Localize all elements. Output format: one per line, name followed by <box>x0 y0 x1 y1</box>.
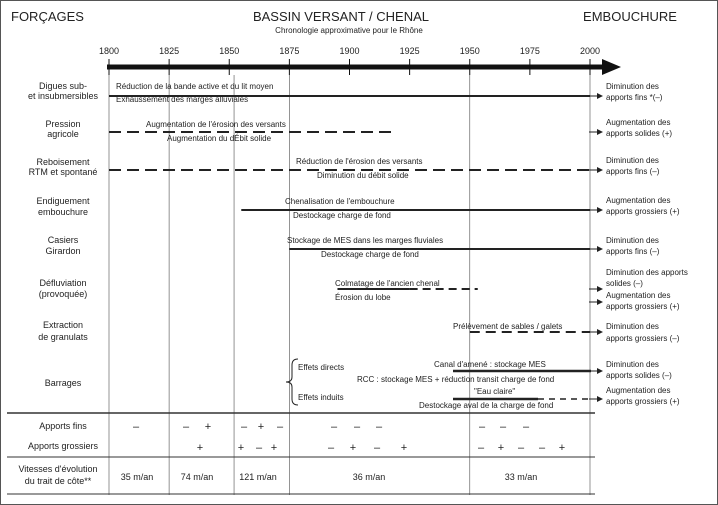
effect-casiers-2: apports fins (–) <box>606 247 660 256</box>
row-label-digues-2: et insubmersibles <box>27 91 99 101</box>
apports-grossiers-sign-5: + <box>349 442 357 454</box>
row-label-casiers-1: Casiers <box>47 235 79 245</box>
effect-digues-2: apports fins *(–) <box>606 93 663 102</box>
apports-fins-sign-5: – <box>276 421 284 433</box>
effect-endiguement-2: apports grossiers (+) <box>606 207 680 216</box>
apports-fins-sign-9: – <box>478 421 486 433</box>
effect-arrow-head-1 <box>597 129 603 135</box>
bar-label-barrages-2: RCC : stockage MES + réduction transit charge de fond <box>357 375 555 384</box>
bar-label-barrages-4: Destockage aval de la charge de fond <box>419 401 554 410</box>
vitesse-value-3: 36 m/an <box>352 472 386 482</box>
effect-reboisement-1: Diminution des <box>606 156 659 165</box>
effect-arrow-head-6 <box>597 329 603 335</box>
vitesses-values <box>121 472 538 482</box>
barrages-effets-induits: Effets induits <box>298 393 344 402</box>
bar-label-reboisement-2: Diminution du débit solide <box>317 171 409 180</box>
effect-extraction-1: Diminution des <box>606 322 659 331</box>
effect-arrows <box>589 93 603 402</box>
header-embouchure: EMBOUCHURE <box>583 9 677 24</box>
apports-fins-sign-4: + <box>257 421 265 433</box>
row-label-extraction-1: Extraction <box>42 320 84 330</box>
effect-arrow-head-extra <box>597 299 603 305</box>
header-bassin-versant: BASSIN VERSANT / CHENAL <box>252 9 430 24</box>
vitesses-label-1: Vitesses d'évolution <box>18 464 98 474</box>
apports-grossiers-label: Apports grossiers <box>27 441 99 451</box>
row-label-pression-2: agricole <box>47 129 79 139</box>
apports-fins-sign-6: – <box>330 421 338 433</box>
year-label-1850: 1850 <box>219 46 240 56</box>
bar-label-pression-2: Augmentation du dÉbit solide <box>167 134 272 143</box>
effect-arrow-head-8 <box>597 396 603 402</box>
apports-grossiers-sign-1: + <box>237 442 245 454</box>
row-label-defluviation-1: Défluviation <box>39 278 87 288</box>
year-label-1800: 1800 <box>98 46 120 56</box>
bar-label-digues-1: Réduction de la bande active et du lit moyen <box>116 82 274 91</box>
row-label-barrages: Barrages <box>44 378 82 388</box>
apports-fins-sign-8: – <box>375 421 383 433</box>
apports-grossiers-sign-11: – <box>538 442 546 454</box>
row-labels <box>28 81 99 388</box>
year-labels <box>99 46 600 75</box>
apports-signs <box>133 421 565 454</box>
apports-grossiers-sign-12: + <box>558 442 566 454</box>
apports-fins-sign-3: – <box>240 421 248 433</box>
row-label-pression-1: Pression <box>45 119 81 129</box>
row-label-endiguement-1: Endiguement <box>36 196 90 206</box>
apports-grossiers-sign-2: – <box>255 442 263 454</box>
bar-label-casiers-1: Stockage de MES dans les marges fluviales <box>287 236 444 245</box>
year-label-1975: 1975 <box>519 46 540 56</box>
header-subtitle: Chronologie approximative pour le Rhône <box>275 26 423 35</box>
row-label-casiers-2: Girardon <box>45 246 81 256</box>
bar-label-digues-2: Exhaussement des marges alluviales <box>116 95 249 104</box>
bar-label-casiers-2: Destockage charge de fond <box>321 250 419 259</box>
apports-fins-sign-0: – <box>132 421 140 433</box>
vitesse-value-4: 33 m/an <box>504 472 538 482</box>
diagram-canvas <box>1 1 718 505</box>
apports-fins-sign-1: – <box>182 421 190 433</box>
apports-grossiers-sign-4: – <box>327 442 335 454</box>
effect-arrow-head-7 <box>597 368 603 374</box>
apports-grossiers-sign-9: + <box>497 442 505 454</box>
time-axis-arrowhead <box>602 59 621 75</box>
barrages-brace <box>286 359 298 405</box>
row-label-reboisement-2: RTM et spontané <box>28 167 98 177</box>
bar-label-defluviation-1: Colmatage de l'ancien chenal <box>335 279 440 288</box>
apports-fins-sign-11: – <box>522 421 530 433</box>
bar-label-reboisement-1: Réduction de l'érosion des versants <box>296 157 423 166</box>
apports-grossiers-sign-3: + <box>270 442 278 454</box>
effect-endiguement-1: Augmentation des <box>606 196 671 205</box>
bar-label-pression-1: Augmentation de l'érosion des versants <box>146 120 286 129</box>
apports-fins-sign-2: + <box>204 421 212 433</box>
year-label-1825: 1825 <box>159 46 180 56</box>
effect-labels <box>606 82 688 406</box>
bar-label-endiguement-2: Destockage charge de fond <box>293 211 391 220</box>
apports-grossiers-sign-10: – <box>517 442 525 454</box>
apports-fins-sign-10: – <box>499 421 507 433</box>
barrages-effets-directs: Effets directs <box>298 363 345 372</box>
effect-arrow-head-0 <box>597 93 603 99</box>
effect-defluviation-2: solides (–) <box>606 279 643 288</box>
effect-pression-2: apports solides (+) <box>606 129 673 138</box>
apports-grossiers-sign-6: – <box>373 442 381 454</box>
year-label-2000: 2000 <box>579 46 601 56</box>
year-label-1875: 1875 <box>279 46 300 56</box>
effect-defluviation-3: Augmentation des <box>606 291 671 300</box>
effect-barrages-2: apports solides (–) <box>606 371 672 380</box>
effect-pression-1: Augmentation des <box>606 118 671 127</box>
effect-digues-1: Diminution des <box>606 82 659 91</box>
effect-defluviation-4: apports grossiers (+) <box>606 302 680 311</box>
row-label-extraction-2: de granulats <box>38 332 88 342</box>
apports-grossiers-sign-8: – <box>477 442 485 454</box>
bar-label-barrages-3: "Eau claire" <box>474 387 516 396</box>
effect-barrages-4: apports grossiers (+) <box>606 397 680 406</box>
row-label-endiguement-2: embouchure <box>37 207 89 217</box>
bar-label-barrages-1: Canal d'amené : stockage MES <box>434 360 546 369</box>
row-label-digues-1: Digues sub- <box>38 81 88 91</box>
effect-extraction-2: apports grossiers (–) <box>606 334 680 343</box>
year-label-1950: 1950 <box>459 46 480 56</box>
vitesse-value-0: 35 m/an <box>120 472 154 482</box>
year-label-1925: 1925 <box>399 46 420 56</box>
bar-label-defluviation-2: Érosion du lobe <box>335 293 391 302</box>
apports-grossiers-sign-0: + <box>196 442 204 454</box>
bar-label-extraction-1: Prélèvement de sables / galets <box>453 322 563 331</box>
effect-arrow-head-4 <box>597 246 603 252</box>
effect-barrages-1: Diminution des <box>606 360 659 369</box>
year-label-1900: 1900 <box>339 46 360 56</box>
apports-fins-label: Apports fins <box>39 421 87 431</box>
row-label-defluviation-2: (provoquée) <box>38 289 88 299</box>
effect-casiers-1: Diminution des <box>606 236 659 245</box>
row-label-reboisement-1: Reboisement <box>36 157 90 167</box>
bar-label-endiguement-1: Chenalisation de l'embouchure <box>285 197 395 206</box>
vitesse-value-2: 121 m/an <box>239 472 277 482</box>
effect-arrow-head-2 <box>597 167 603 173</box>
vitesses-label-2: du trait de côte** <box>24 476 92 486</box>
effect-reboisement-2: apports fins (–) <box>606 167 660 176</box>
header-forcages: FORÇAGES <box>11 9 84 24</box>
effect-arrow-head-3 <box>597 207 603 213</box>
apports-fins-sign-7: – <box>353 421 361 433</box>
apports-grossiers-sign-7: + <box>400 442 408 454</box>
effect-barrages-3: Augmentation des <box>606 386 671 395</box>
effect-defluviation-1: Diminution des apports <box>606 268 688 277</box>
vitesse-value-1: 74 m/an <box>180 472 214 482</box>
effect-arrow-head-5 <box>597 286 603 292</box>
